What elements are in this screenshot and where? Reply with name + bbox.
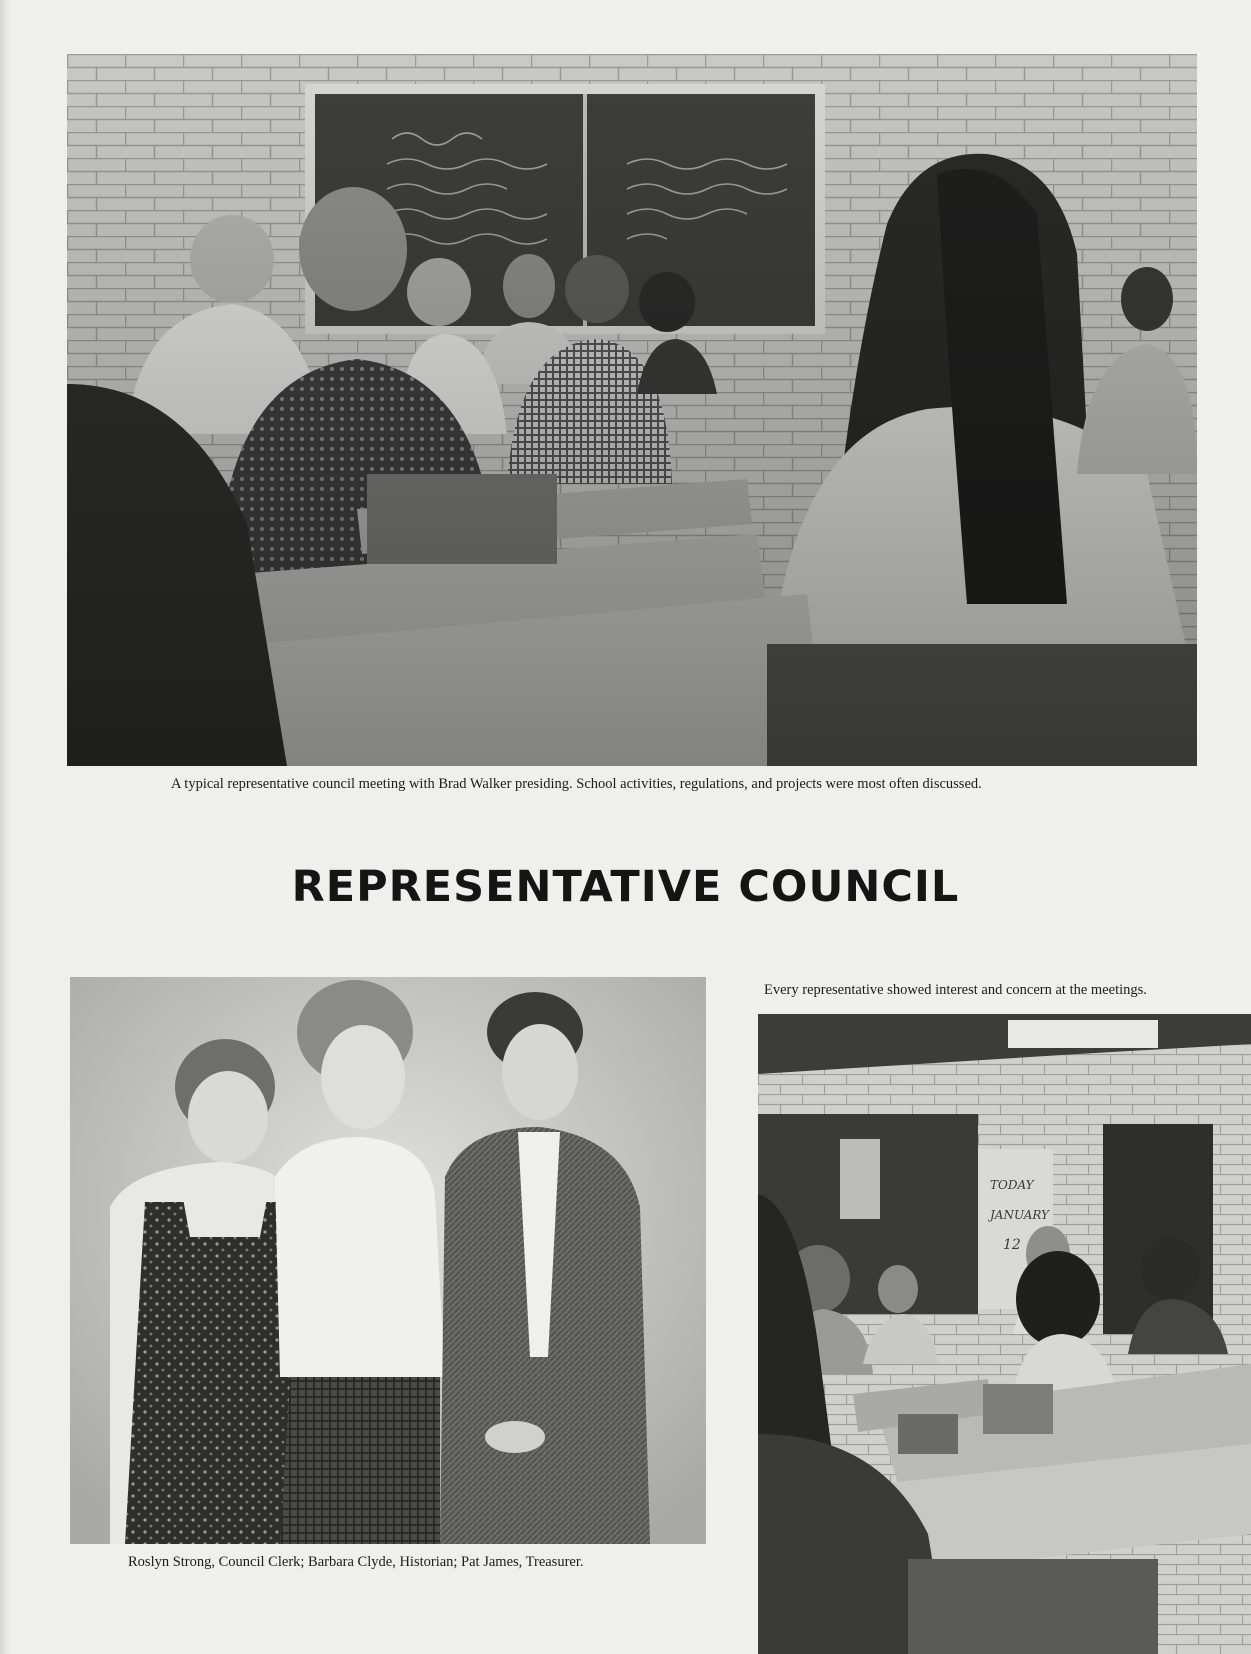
svg-text:12: 12 [1003,1237,1021,1253]
council-meeting-photo [67,54,1197,766]
top-photo-caption: A typical representative council meeting with Brad Walker presiding. School activities, regulations, and projects were most often discussed. [171,776,982,792]
officers-photo [70,977,706,1544]
svg-text:JANUARY: JANUARY [990,1208,1049,1222]
meeting-photo [758,1014,1251,1654]
meeting-photo-caption: Every representative showed interest and concern at the meetings. [764,982,1147,998]
officers-photo-caption: Roslyn Strong, Council Clerk; Barbara Clyde, Historian; Pat James, Treasurer. [128,1554,584,1570]
page-binding-edge [0,0,10,1654]
svg-text:TODAY: TODAY [990,1178,1034,1192]
page-title: REPRESENTATIVE COUNCIL [291,862,960,912]
